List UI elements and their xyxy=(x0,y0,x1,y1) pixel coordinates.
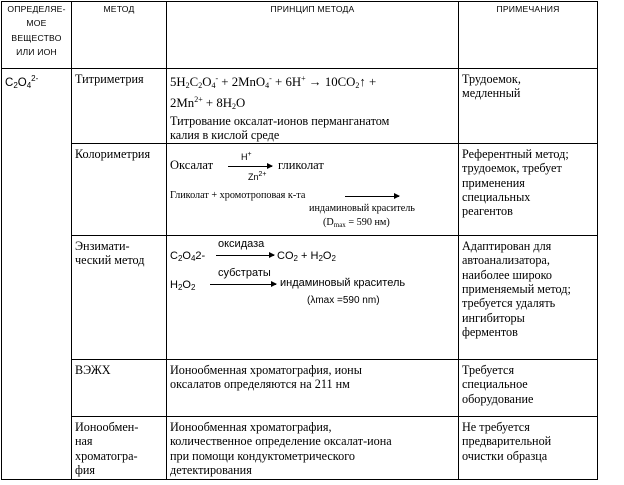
diagram-sub: 2 xyxy=(177,253,183,263)
diagram-sub: 2 xyxy=(293,253,298,263)
note-line: трудоемок, требует xyxy=(462,161,562,176)
method-cell xyxy=(72,416,167,479)
diagram-label: Гликолат + хромотроповая к-та xyxy=(170,189,306,201)
principle-cell xyxy=(167,69,459,144)
reaction-arrow-icon xyxy=(345,196,399,197)
eq-sub: 2 xyxy=(355,81,360,90)
header-substance-line: ВЕЩЕСТВО xyxy=(11,32,62,43)
eq-sub: 2 xyxy=(231,102,236,111)
description-line: детектирования xyxy=(170,463,252,478)
note-line: применяемый метод; xyxy=(462,282,571,297)
note-line: требуется удалять xyxy=(462,296,556,311)
table-row-colorimetry xyxy=(2,143,598,235)
header-substance-line: ОПРЕДЕЛЯЕ- xyxy=(7,4,66,14)
diagram-label: = 590 нм) xyxy=(345,216,390,228)
eq-part: 5H xyxy=(170,75,186,89)
note-line: Адаптирован для xyxy=(462,238,552,253)
principle-cell xyxy=(167,235,459,359)
note-line: Требуется xyxy=(462,362,515,377)
diagram-sub: 2 xyxy=(318,253,323,263)
eq-sub: 2 xyxy=(198,81,203,90)
header-substance xyxy=(2,2,72,69)
method-label: Ионообмен- xyxy=(75,419,139,434)
diagram-substrates-label: субстраты xyxy=(218,266,271,279)
note-line: Референтный метод; xyxy=(462,146,569,161)
method-label: хроматогра- xyxy=(75,448,138,463)
eq-part: + 2MnO xyxy=(218,75,266,89)
diagram-label: (D xyxy=(323,216,334,228)
diagram-label: CO xyxy=(277,249,294,262)
reaction-arrow-icon xyxy=(216,255,274,256)
note-line: специальных xyxy=(462,190,531,205)
method-label: Колориметрия xyxy=(75,146,151,161)
note-line: медленный xyxy=(462,86,521,101)
diagram-label: O xyxy=(322,249,332,262)
substance-sub: 4 xyxy=(26,81,32,90)
method-label: ВЭЖХ xyxy=(75,362,111,377)
note-line: применения xyxy=(462,175,525,190)
eq-part: + 6H xyxy=(271,75,302,89)
notes-cell xyxy=(459,235,598,359)
diagram-label: индаминовый краситель xyxy=(280,276,406,289)
table-row-enzymatic xyxy=(2,235,598,359)
colorimetry-diagram xyxy=(170,144,455,232)
note-line: Трудоемок, xyxy=(462,72,521,86)
eq-part: ↑ + xyxy=(359,75,377,89)
method-cell xyxy=(72,359,167,416)
reaction-arrow-icon xyxy=(228,166,272,167)
notes-cell xyxy=(459,143,598,235)
enzymatic-diagram xyxy=(170,236,455,356)
principle-cell xyxy=(167,359,459,416)
method-label: Титриметрия xyxy=(75,72,144,86)
diagram-reactant xyxy=(170,249,205,266)
method-label: ная xyxy=(75,434,93,449)
method-label: Энзимати- xyxy=(75,238,130,253)
eq-part: 2Mn xyxy=(170,96,195,110)
note-line: реагентов xyxy=(462,204,513,219)
diagram-sup: + xyxy=(247,150,252,158)
diagram-label: O xyxy=(182,249,191,262)
note-line: Не требуется xyxy=(462,419,530,434)
method-cell xyxy=(72,235,167,359)
substance-sub: 2 xyxy=(13,81,18,90)
table-row-ion-exchange xyxy=(2,416,598,479)
header-row xyxy=(2,2,598,69)
header-substance-line: МОЕ xyxy=(26,18,47,29)
substance-cell xyxy=(2,69,72,480)
method-label: ческий метод xyxy=(75,253,145,268)
description-line: Ионообменная хроматография, xyxy=(170,419,332,434)
diagram-label: C xyxy=(170,249,178,262)
diagram-sup: 2+ xyxy=(258,170,267,178)
diagram-label: Оксалат xyxy=(170,157,214,172)
diagram-sub: 2 xyxy=(331,253,336,263)
diagram-dmax xyxy=(323,216,390,232)
diagram-catalyst xyxy=(248,168,267,184)
eq-part: O xyxy=(202,75,212,89)
note-line: наиболее широко xyxy=(462,267,553,282)
eq-sup: 2+ xyxy=(194,95,203,104)
method-cell xyxy=(72,143,167,235)
titration-equation xyxy=(170,72,455,93)
diagram-label: O xyxy=(182,278,191,291)
principle-cell xyxy=(167,416,459,479)
eq-sup: + xyxy=(301,74,306,83)
note-line: ферментов xyxy=(462,325,518,340)
principle-cell xyxy=(167,143,459,235)
diagram-label: H xyxy=(170,278,178,291)
diagram-catalyst xyxy=(241,148,252,164)
table-row-hplc xyxy=(2,359,598,416)
method-cell xyxy=(72,69,167,144)
diagram-reactant xyxy=(170,278,195,295)
diagram-enzyme-label: оксидаза xyxy=(218,237,265,250)
header-notes: ПРИМЕЧАНИЯ xyxy=(459,2,598,69)
header-method: МЕТОД xyxy=(72,2,167,69)
substance-text: O xyxy=(17,77,27,89)
eq-sub: 4 xyxy=(265,81,270,90)
titration-equation-line2 xyxy=(170,93,455,114)
note-line: оборудование xyxy=(462,391,534,406)
header-principle: ПРИНЦИП МЕТОДА xyxy=(167,2,459,69)
description-line: Титрование оксалат-ионов перманганатом xyxy=(170,114,390,128)
methods-table xyxy=(1,1,598,480)
notes-cell xyxy=(459,416,598,479)
eq-sup: - xyxy=(269,74,272,83)
eq-sub: 4 xyxy=(211,81,216,90)
diagram-sub: 2 xyxy=(190,282,196,292)
method-label: фия xyxy=(75,463,96,478)
description-line: Ионообменная хроматография, ионы xyxy=(170,362,362,377)
diagram-sub: max xyxy=(333,220,346,229)
eq-part: + 8H xyxy=(202,96,232,110)
diagram-label: гликолат xyxy=(278,157,324,172)
eq-part: 10CO xyxy=(324,75,356,89)
eq-part: C xyxy=(189,75,199,89)
diagram-label: H xyxy=(241,151,248,162)
note-line: ингибиторы xyxy=(462,310,525,325)
description-line: оксалатов определяются на 211 нм xyxy=(170,377,350,392)
note-line: автоанализатора, xyxy=(462,253,550,268)
diagram-sub: 4 xyxy=(190,253,196,263)
description-line: количественное определение оксалат-иона xyxy=(170,434,392,449)
note-line: предварительной xyxy=(462,434,552,449)
diagram-product xyxy=(277,249,336,266)
description-line: калия в кислой среде xyxy=(170,128,280,143)
header-substance-line: ИЛИ ИОН xyxy=(16,47,57,58)
description-line: при помощи кондуктометрического xyxy=(170,448,355,463)
reaction-arrow-icon xyxy=(210,284,276,285)
substance-charge: 2- xyxy=(31,74,39,83)
diagram-label: 2- xyxy=(195,249,206,262)
substance-text: C xyxy=(5,77,14,89)
diagram-label: Zn xyxy=(248,171,259,182)
note-line: специальное xyxy=(462,377,528,392)
notes-cell xyxy=(459,69,598,144)
eq-sup: - xyxy=(215,74,219,83)
diagram-label: + H xyxy=(297,249,319,262)
diagram-label: индаминовый краситель xyxy=(309,202,415,214)
eq-sub: 2 xyxy=(185,81,190,90)
note-line: очистки образца xyxy=(462,448,548,463)
notes-cell xyxy=(459,359,598,416)
diagram-label: (λmax =590 nm) xyxy=(307,294,380,306)
eq-part: O xyxy=(235,96,246,110)
diagram-sub: 2 xyxy=(177,282,183,292)
reaction-arrow-icon: → xyxy=(305,75,325,89)
table-row-titrimetry xyxy=(2,69,598,144)
